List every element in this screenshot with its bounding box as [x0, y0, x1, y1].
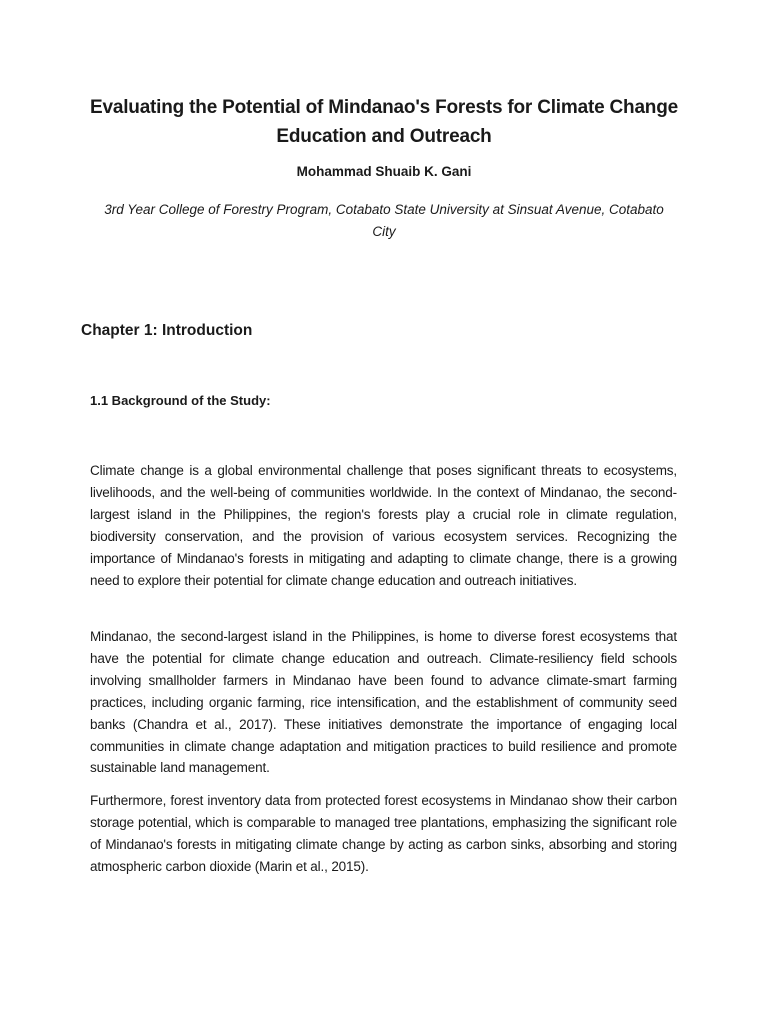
author-name: Mohammad Shuaib K. Gani [296, 164, 472, 179]
chapter-heading: Chapter 1: Introduction [81, 322, 253, 339]
paragraph: Climate change is a global environmental challenge that poses significant threats to ecosystems, livelihoods, and the well-being of communities worldwide. In the context of Mindanao, the second-largest island in the Philippines, the region's forests play a crucial role in climate regulation, biodiversity conservation, and the provision of various ecosystem services. Recognizing the importance of Mindanao's forests in mitigating and adapting to climate change, there is a growing need to explore their potential for climate change education and outreach initiatives. [90, 463, 677, 588]
paragraph: Mindanao, the second-largest island in the Philippines, is home to diverse forest ecosystems that have the potential for climate change education and outreach. Climate-resiliency field schools involving smallholder farmers in Mindanao have been found to advance climate-smart farming practices, including organic farming, rice intensification, and the establishment of community seed banks (Chandra et al., 2017). These initiatives demonstrate the importance of engaging local communities in climate change adaptation and mitigation practices to build resilience and promote sustainable land management. [90, 629, 677, 776]
section-heading: 1.1 Background of the Study: [90, 393, 271, 408]
author-affiliation: 3rd Year College of Forestry Program, Cotabato State University at Sinsuat Avenue, Cotabato City [104, 202, 664, 239]
document-title: Evaluating the Potential of Mindanao's Forests for Climate Change Education and Outreach [90, 97, 678, 147]
paragraph: Furthermore, forest inventory data from protected forest ecosystems in Mindanao show their carbon storage potential, which is comparable to managed tree plantations, emphasizing the significant role of Mindanao's forests in mitigating climate change by acting as carbon sinks, absorbing and storing atmospheric carbon dioxide (Marin et al., 2015). [90, 793, 677, 874]
